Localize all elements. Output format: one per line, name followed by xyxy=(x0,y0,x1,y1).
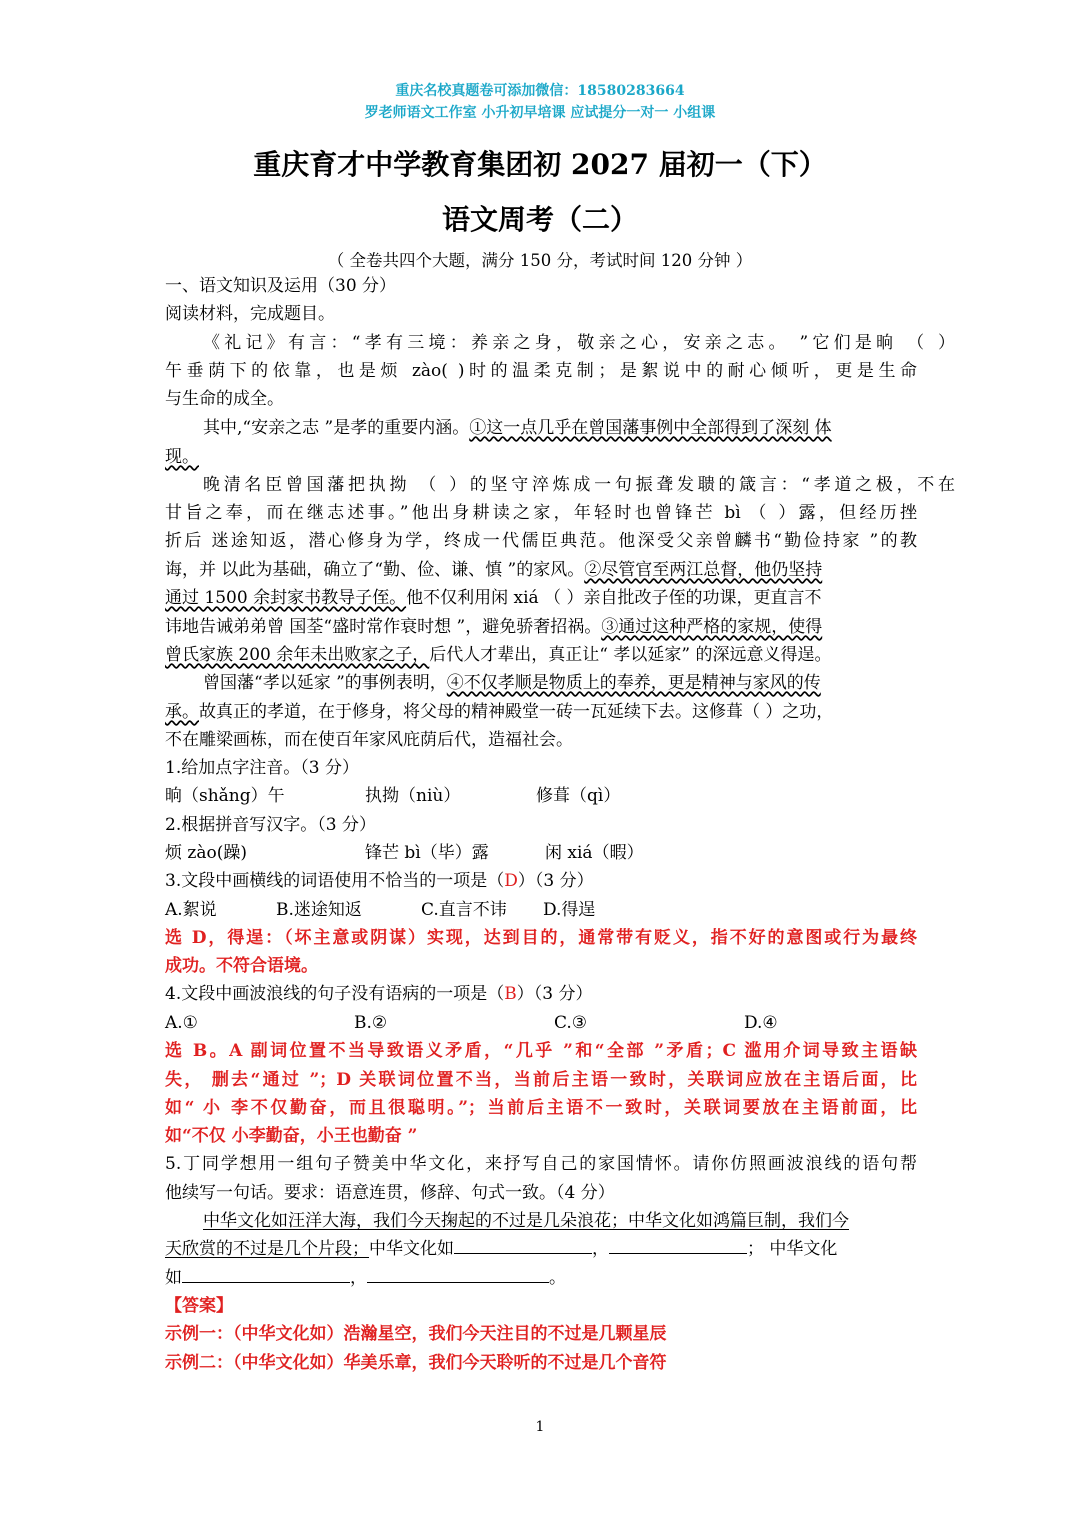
passage-text: 诲，并 以此为基础，确立了“勤、俭、谦、慎 ”的家风。 xyxy=(165,560,585,580)
question-3-label xyxy=(165,867,917,895)
question-5-example xyxy=(165,1264,917,1292)
wavy-sentence-1: ①这一点几乎在曾国藩事例中全部得到了深刻 体 xyxy=(469,418,832,438)
question-3-explanation: 选 D，得逞：（坏主意或阴谋）实现，达到目的，通常带有贬义，指不好的意图或行为最终 xyxy=(165,928,917,948)
section-heading: 一、语文知识及运用（30 分） xyxy=(165,276,397,296)
passage-text: 其中,“安亲之志 ”是孝的重要内涵。 xyxy=(203,418,470,438)
question-4-explanation: 选 B。A 副词位置不当导致语义矛盾，“几乎 ”和“全部 ”矛盾；C 滥用介词导致主语缺 xyxy=(165,1041,917,1061)
passage-line: 与生命的成全。 xyxy=(165,389,284,409)
option-c: C.直言不讳 xyxy=(421,900,507,920)
answer-item: 晌（shǎng）午 xyxy=(165,786,285,806)
page-number: 1 xyxy=(535,1419,545,1435)
passage-line xyxy=(165,584,917,612)
fill-blank[interactable] xyxy=(609,1235,747,1254)
answer-tag: 【答案】 xyxy=(165,1296,233,1316)
passage-line xyxy=(165,641,917,669)
question-text: ）（3 分） xyxy=(516,984,593,1004)
punctuation: ； xyxy=(747,1239,764,1259)
answer-example-1: 示例一：（中华文化如）浩瀚星空，我们今天注目的不过是几颗星辰 xyxy=(165,1324,667,1344)
exam-note: （ 全卷共四个大题，满分 150 分，考试时间 120 分钟 ） xyxy=(327,251,753,270)
option-a: A.① xyxy=(165,1013,198,1033)
passage-text: 故真正的孝道，在于修身，将父母的精神殿堂一砖一瓦延续下去。这修葺（ ）之功， xyxy=(199,702,834,722)
passage-line: 《礼记》有言：“孝有三境：养亲之身，敬亲之心，安亲之志。 ”它们是晌 （ ） xyxy=(203,333,955,353)
option-d: D.④ xyxy=(744,1013,778,1033)
punctuation: ， xyxy=(350,1268,367,1288)
answer-item: 烦 zào(躁) xyxy=(165,843,247,863)
answer-example-2: 示例二：（中华文化如）华美乐章，我们今天聆听的不过是几个音符 xyxy=(165,1353,667,1373)
passage-line xyxy=(165,443,917,471)
option-b: B.迷途知返 xyxy=(276,900,362,920)
wavy-sentence-1-end: 现。 xyxy=(165,447,199,467)
option-a: A.絮说 xyxy=(165,900,217,920)
ad-line-2: 罗老师语文工作室 小升初早培课 应试提分一对一 小组课 xyxy=(364,105,716,121)
answer-item: 执拗（niù） xyxy=(365,786,461,806)
passage-line xyxy=(165,613,917,641)
question-5-label: 他续写一句话。要求：语意连贯，修辞、句式一致。（4 分） xyxy=(165,1183,615,1203)
ad-line-1: 重庆名校真题卷可添加微信：18580283664 xyxy=(395,83,685,99)
passage-line xyxy=(165,556,917,584)
exam-title: 重庆育才中学教育集团初 2027 届初一（下） xyxy=(253,148,827,181)
question-5-example xyxy=(165,1235,917,1263)
answer-item: 修葺（qì） xyxy=(536,786,621,806)
question-4-label xyxy=(165,980,917,1008)
question-4-explanation: 如“ 小 李不仅勤奋，而且很聪明。”；当前后主语不一致时，关联词要放在主语前面，比 xyxy=(165,1098,917,1118)
fill-blank[interactable] xyxy=(454,1235,592,1254)
question-4-explanation: 如“不仅 小李勤奋，小王也勤奋 ” xyxy=(165,1126,418,1146)
question-text: 4.文段中画波浪线的句子没有语病的一项是（ xyxy=(165,984,505,1004)
passage-line: 甘旨之奉，而在继志述事。”他出身耕读之家，年轻时也曾锋芒 bì （ ）露，但经历挫 xyxy=(165,503,917,523)
passage-text: 他不仅利用闲 xiá （ ）亲自批改子侄的功课，更直言不 xyxy=(406,588,822,608)
wavy-sentence-3-end: 曾氏家族 200 余年未出败家之子， xyxy=(165,645,430,665)
answer-item: 闲 xiá（暇） xyxy=(545,843,644,863)
question-5-example xyxy=(165,1207,955,1235)
example-sentence: 天欣赏的不过是几个片段； xyxy=(165,1239,369,1259)
passage-line: 午垂荫下的依靠，也是烦 zào( )时的温柔克制；是絮说中的耐心倾听，更是生命 xyxy=(165,361,917,381)
passage-text: 后代人才辈出，真正让“ 孝以延家” 的深远意义得逞。 xyxy=(429,645,832,665)
example-sentence: 中华文化如汪洋大海，我们今天掬起的不过是几朵浪花；中华文化如鸿篇巨制，我们今 xyxy=(203,1211,849,1231)
question-5-label: 5.丁同学想用一组句子赞美中华文化，来抒写自己的家国情怀。请你仿照画波浪线的语句帮 xyxy=(165,1154,917,1174)
option-c: C.③ xyxy=(554,1013,588,1033)
question-text: 3.文段中画横线的词语使用不恰当的一项是（ xyxy=(165,871,505,891)
question-3-answer: D xyxy=(504,871,518,891)
question-text: ）（3 分） xyxy=(517,871,594,891)
question-1-label: 1.给加点字注音。（3 分） xyxy=(165,758,359,778)
passage-text: 曾国藩“孝以延家 ”的事例表明， xyxy=(203,673,447,693)
fill-blank[interactable] xyxy=(182,1264,350,1283)
wavy-sentence-3: ③通过这种严格的家规，使得 xyxy=(601,617,823,637)
section-intro: 阅读材料，完成题目。 xyxy=(165,304,335,324)
punctuation: ， xyxy=(592,1239,609,1259)
option-b: B.② xyxy=(354,1013,388,1033)
fill-prompt: 如 xyxy=(165,1268,182,1288)
fill-prompt: 中华文化 xyxy=(764,1239,838,1259)
passage-line xyxy=(165,698,917,726)
question-4-answer: B xyxy=(504,984,517,1004)
passage-line: 晚清名臣曾国藩把执拗 （ ）的坚守淬炼成一句振聋发聩的箴言：“孝道之极，不在 xyxy=(203,475,955,495)
question-3-explanation: 成功。不符合语境。 xyxy=(165,956,318,976)
wavy-sentence-2: ②尽管官至两江总督，他仍坚持 xyxy=(584,560,823,580)
question-4-explanation: 失， 删去“通过 ”；D 关联词位置不当，当前后主语一致时，关联词应放在主语后面，比 xyxy=(165,1070,917,1090)
fill-prompt: 中华文化如 xyxy=(369,1239,454,1259)
passage-line xyxy=(165,414,955,442)
wavy-sentence-4: ④不仅孝顺是物质上的奉养，更是精神与家风的传 xyxy=(446,673,821,693)
passage-text: 讳地告诫弟弟曾 国荃“盛时常作衰时想 ”，避免骄奢招祸。 xyxy=(165,617,602,637)
fill-blank[interactable] xyxy=(367,1264,549,1283)
question-2-label: 2.根据拼音写汉字。（3 分） xyxy=(165,815,376,835)
wavy-sentence-2-end: 通过 1500 余封家书教导子侄。 xyxy=(165,588,407,608)
passage-line: 折后 迷途知返，潜心修身为学，终成一代儒臣典范。他深受父亲曾麟书“勤俭持家 ”的教 xyxy=(165,531,917,551)
exam-subtitle: 语文周考（二） xyxy=(441,203,638,236)
wavy-sentence-4-end: 承。 xyxy=(165,702,199,722)
option-d: D.得逞 xyxy=(543,900,596,920)
passage-line: 不在雕梁画栋，而在使百年家风庇荫后代，造福社会。 xyxy=(165,730,573,750)
passage-line xyxy=(165,669,955,697)
punctuation: 。 xyxy=(549,1268,566,1288)
answer-item: 锋芒 bì（毕）露 xyxy=(365,843,489,863)
